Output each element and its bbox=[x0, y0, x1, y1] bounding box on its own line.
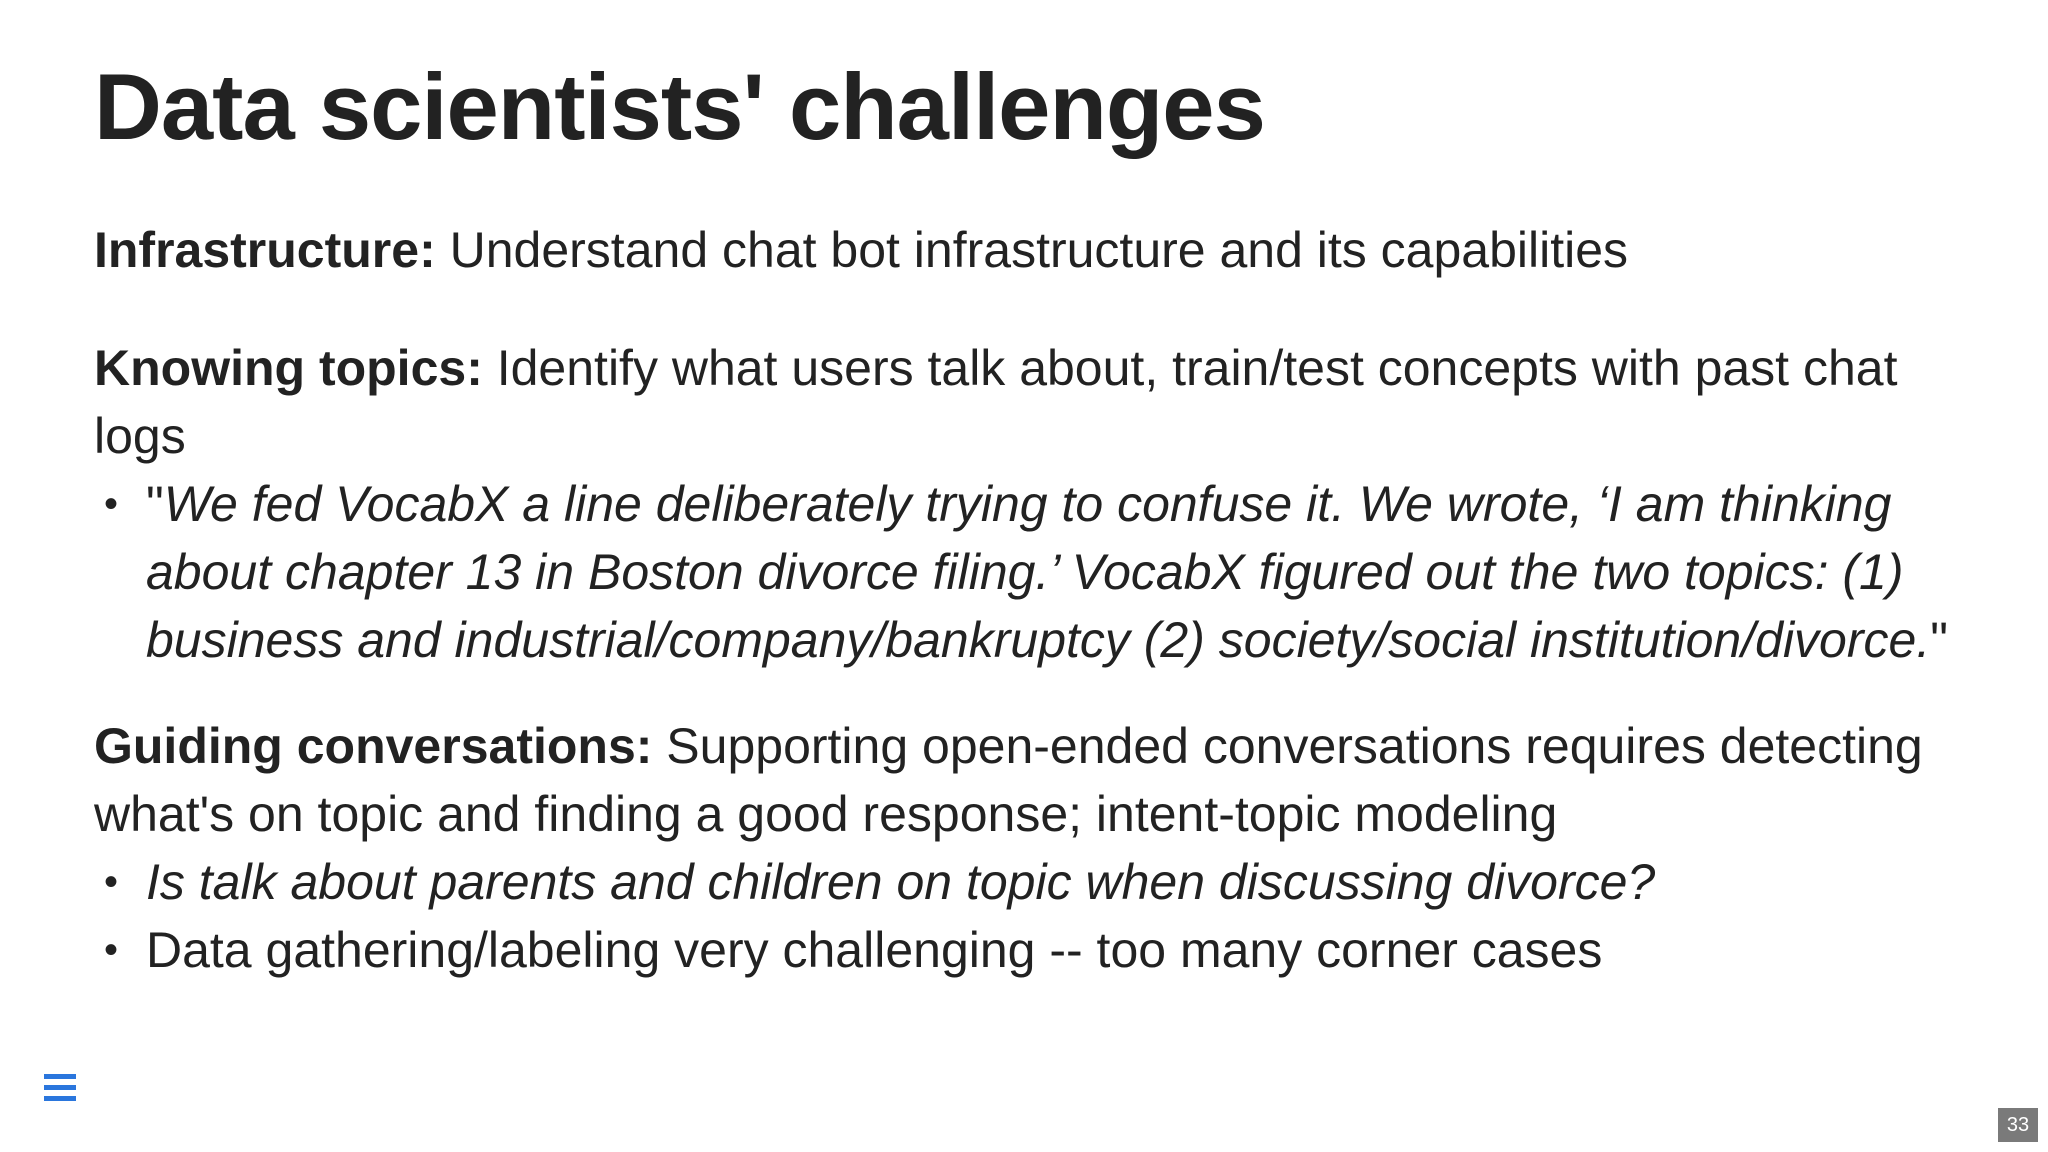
close-quote: " bbox=[1930, 612, 1948, 668]
slide-number: 33 bbox=[1998, 1108, 2038, 1142]
section-text: Understand chat bot infrastructure and its capabilities bbox=[435, 222, 1629, 278]
quote-bullet bbox=[146, 470, 1954, 674]
quote-text: We fed VocabX a line deliberately trying to confuse it. We wrote, ‘I am thinking about chapter 13 in Boston divorce filing.’ VocabX figured out the two topics: (1) business and industrial/company/bankruptcy (2) society/social institution/divorce. bbox=[146, 476, 1931, 668]
open-quote: " bbox=[146, 476, 164, 532]
hamburger-menu-icon[interactable] bbox=[44, 1074, 76, 1102]
section-infrastructure bbox=[94, 216, 1954, 284]
list-item: • Is talk about parents and children on topic when discussing divorce? bbox=[146, 848, 1954, 916]
section-label: Knowing topics: bbox=[94, 340, 483, 396]
section-text: Supporting open-ended conversations requires detecting what's on topic and finding a good response; intent-topic modeling bbox=[94, 718, 1923, 842]
knowing-topics-bullets bbox=[94, 470, 1954, 674]
section-knowing-topics bbox=[94, 334, 1954, 470]
slide-title: Data scientists' challenges bbox=[94, 54, 1265, 159]
section-label: Guiding conversations: bbox=[94, 718, 653, 774]
list-item: • Data gathering/labeling very challenging -- too many corner cases bbox=[146, 916, 1954, 984]
section-label: Infrastructure: bbox=[94, 222, 436, 278]
section-guiding-conversations bbox=[94, 712, 1954, 848]
section-text: Identify what users talk about, train/test concepts with past chat logs bbox=[94, 340, 1898, 464]
guiding-conversations-bullets bbox=[94, 848, 1954, 984]
